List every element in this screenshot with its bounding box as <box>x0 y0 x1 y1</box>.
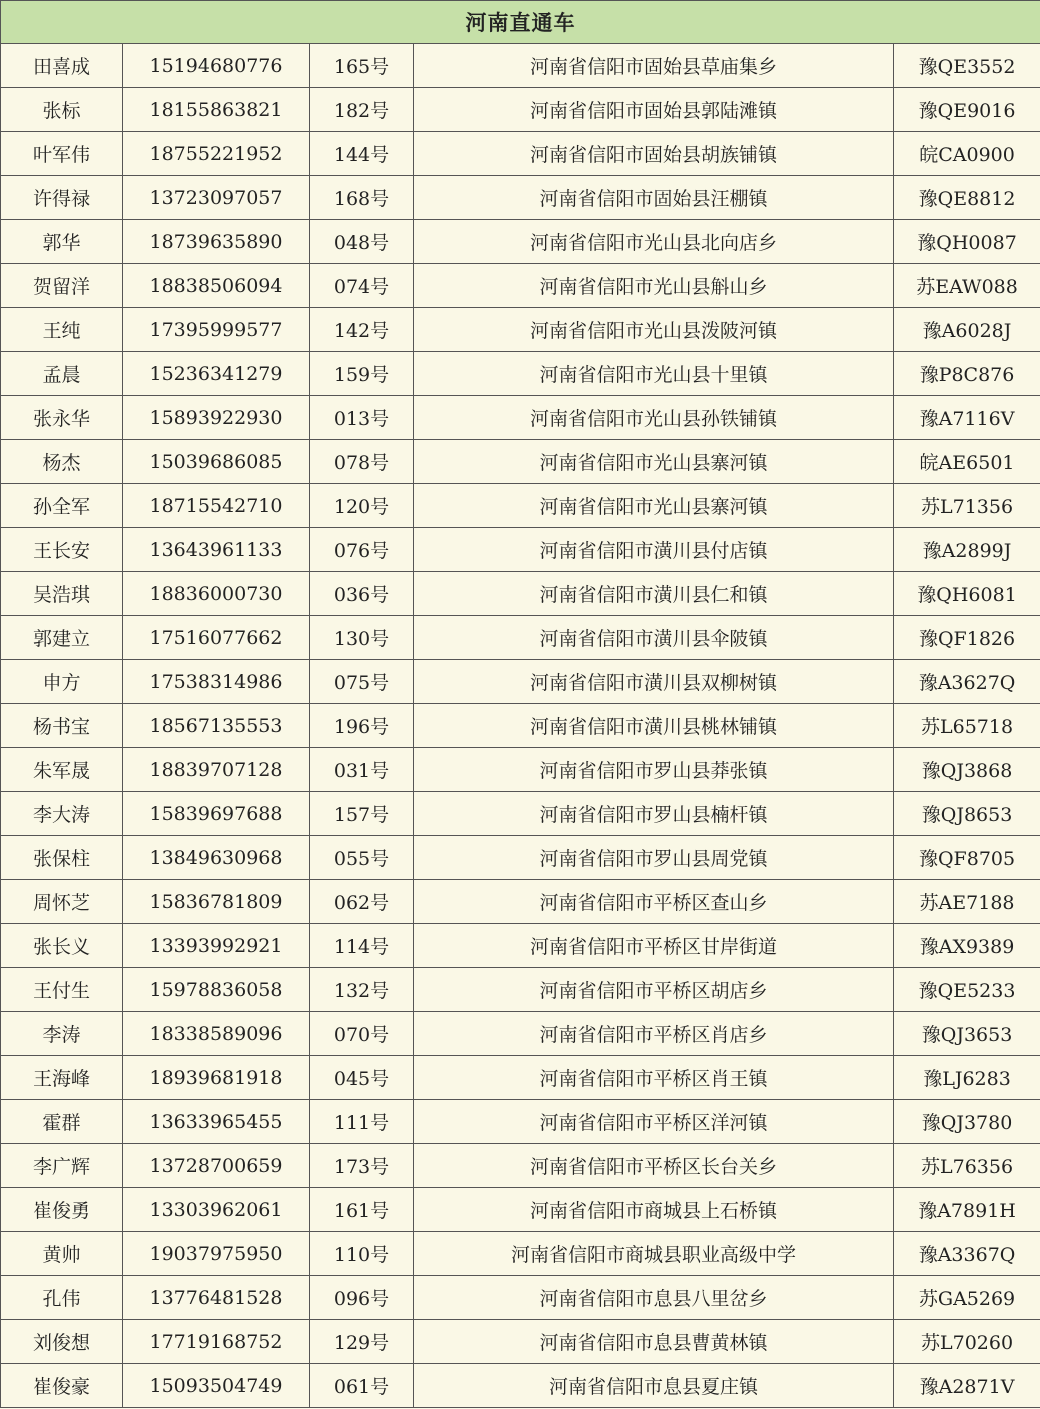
table-row <box>1 924 1040 968</box>
address-cell: 河南省信阳市光山县十里镇 <box>414 352 894 396</box>
number-cell: 045号 <box>310 1056 414 1100</box>
driver-name-cell: 李大涛 <box>1 792 123 836</box>
number-cell: 061号 <box>310 1364 414 1408</box>
phone-cell: 13303962061 <box>123 1188 310 1232</box>
phone-cell: 13643961133 <box>123 528 310 572</box>
number-cell: 165号 <box>310 44 414 88</box>
driver-name-cell: 黄帅 <box>1 1232 123 1276</box>
phone-cell: 18338589096 <box>123 1012 310 1056</box>
driver-name-cell: 孟晨 <box>1 352 123 396</box>
table-row <box>1 792 1040 836</box>
driver-name-cell: 张长义 <box>1 924 123 968</box>
number-cell: 168号 <box>310 176 414 220</box>
table-row <box>1 660 1040 704</box>
number-cell: 132号 <box>310 968 414 1012</box>
table-row <box>1 440 1040 484</box>
number-cell: 129号 <box>310 1320 414 1364</box>
table-title: 河南直通车 <box>1 1 1040 44</box>
table-row <box>1 1320 1040 1364</box>
address-cell: 河南省信阳市罗山县楠杆镇 <box>414 792 894 836</box>
phone-cell: 13776481528 <box>123 1276 310 1320</box>
table-row <box>1 308 1040 352</box>
driver-name-cell: 王纯 <box>1 308 123 352</box>
phone-cell: 13723097057 <box>123 176 310 220</box>
table-row <box>1 616 1040 660</box>
table-row <box>1 264 1040 308</box>
phone-cell: 13849630968 <box>123 836 310 880</box>
phone-cell: 15039686085 <box>123 440 310 484</box>
table-row <box>1 704 1040 748</box>
phone-cell: 17538314986 <box>123 660 310 704</box>
plate-cell: 豫QJ3868 <box>894 748 1040 792</box>
driver-name-cell: 崔俊豪 <box>1 1364 123 1408</box>
number-cell: 142号 <box>310 308 414 352</box>
number-cell: 062号 <box>310 880 414 924</box>
plate-cell: 豫A7116V <box>894 396 1040 440</box>
address-cell: 河南省信阳市潢川县仁和镇 <box>414 572 894 616</box>
phone-cell: 15236341279 <box>123 352 310 396</box>
number-cell: 182号 <box>310 88 414 132</box>
driver-name-cell: 李广辉 <box>1 1144 123 1188</box>
address-cell: 河南省信阳市平桥区洋河镇 <box>414 1100 894 1144</box>
table-row <box>1 484 1040 528</box>
plate-cell: 豫QH0087 <box>894 220 1040 264</box>
driver-name-cell: 崔俊勇 <box>1 1188 123 1232</box>
phone-cell: 18567135553 <box>123 704 310 748</box>
plate-cell: 豫QF8705 <box>894 836 1040 880</box>
address-cell: 河南省信阳市光山县寨河镇 <box>414 440 894 484</box>
plate-cell: 豫QH6081 <box>894 572 1040 616</box>
phone-cell: 18838506094 <box>123 264 310 308</box>
plate-cell: 豫A3367Q <box>894 1232 1040 1276</box>
table-row <box>1 572 1040 616</box>
phone-cell: 19037975950 <box>123 1232 310 1276</box>
number-cell: 031号 <box>310 748 414 792</box>
address-cell: 河南省信阳市罗山县周党镇 <box>414 836 894 880</box>
address-cell: 河南省信阳市息县夏庄镇 <box>414 1364 894 1408</box>
table-row <box>1 1100 1040 1144</box>
phone-cell: 18155863821 <box>123 88 310 132</box>
number-cell: 013号 <box>310 396 414 440</box>
plate-cell: 苏L71356 <box>894 484 1040 528</box>
phone-cell: 18839707128 <box>123 748 310 792</box>
plate-cell: 豫QE8812 <box>894 176 1040 220</box>
driver-name-cell: 刘俊想 <box>1 1320 123 1364</box>
table-row <box>1 220 1040 264</box>
number-cell: 157号 <box>310 792 414 836</box>
address-cell: 河南省信阳市潢川县双柳树镇 <box>414 660 894 704</box>
table-row <box>1 836 1040 880</box>
plate-cell: 豫QJ8653 <box>894 792 1040 836</box>
table-row <box>1 176 1040 220</box>
table-row <box>1 44 1040 88</box>
plate-cell: 苏GA5269 <box>894 1276 1040 1320</box>
plate-cell: 豫LJ6283 <box>894 1056 1040 1100</box>
address-cell: 河南省信阳市光山县泼陂河镇 <box>414 308 894 352</box>
driver-name-cell: 张永华 <box>1 396 123 440</box>
address-cell: 河南省信阳市固始县汪棚镇 <box>414 176 894 220</box>
address-cell: 河南省信阳市息县曹黄林镇 <box>414 1320 894 1364</box>
plate-cell: 苏L70260 <box>894 1320 1040 1364</box>
table-row <box>1 1188 1040 1232</box>
number-cell: 055号 <box>310 836 414 880</box>
plate-cell: 豫A3627Q <box>894 660 1040 704</box>
plate-cell: 豫AX9389 <box>894 924 1040 968</box>
address-cell: 河南省信阳市潢川县付店镇 <box>414 528 894 572</box>
driver-name-cell: 周怀芝 <box>1 880 123 924</box>
address-cell: 河南省信阳市光山县孙铁铺镇 <box>414 396 894 440</box>
table-row <box>1 1232 1040 1276</box>
driver-name-cell: 申方 <box>1 660 123 704</box>
phone-cell: 15093504749 <box>123 1364 310 1408</box>
phone-cell: 17395999577 <box>123 308 310 352</box>
phone-cell: 18755221952 <box>123 132 310 176</box>
table-row <box>1 132 1040 176</box>
table-row <box>1 88 1040 132</box>
number-cell: 173号 <box>310 1144 414 1188</box>
number-cell: 070号 <box>310 1012 414 1056</box>
phone-cell: 18739635890 <box>123 220 310 264</box>
number-cell: 110号 <box>310 1232 414 1276</box>
number-cell: 036号 <box>310 572 414 616</box>
address-cell: 河南省信阳市潢川县桃林铺镇 <box>414 704 894 748</box>
phone-cell: 15893922930 <box>123 396 310 440</box>
driver-name-cell: 杨杰 <box>1 440 123 484</box>
plate-cell: 豫QJ3653 <box>894 1012 1040 1056</box>
plate-cell: 苏AE7188 <box>894 880 1040 924</box>
table-row <box>1 880 1040 924</box>
address-cell: 河南省信阳市平桥区肖王镇 <box>414 1056 894 1100</box>
number-cell: 130号 <box>310 616 414 660</box>
table-row <box>1 1364 1040 1408</box>
driver-name-cell: 王付生 <box>1 968 123 1012</box>
table-row <box>1 968 1040 1012</box>
plate-cell: 豫A7891H <box>894 1188 1040 1232</box>
number-cell: 096号 <box>310 1276 414 1320</box>
driver-name-cell: 张保柱 <box>1 836 123 880</box>
number-cell: 120号 <box>310 484 414 528</box>
driver-name-cell: 孙全军 <box>1 484 123 528</box>
driver-name-cell: 许得禄 <box>1 176 123 220</box>
address-cell: 河南省信阳市罗山县莽张镇 <box>414 748 894 792</box>
driver-name-cell: 孔伟 <box>1 1276 123 1320</box>
driver-name-cell: 田喜成 <box>1 44 123 88</box>
address-cell: 河南省信阳市光山县斛山乡 <box>414 264 894 308</box>
driver-name-cell: 李涛 <box>1 1012 123 1056</box>
driver-name-cell: 杨书宝 <box>1 704 123 748</box>
table-row <box>1 1012 1040 1056</box>
driver-name-cell: 叶军伟 <box>1 132 123 176</box>
driver-name-cell: 王海峰 <box>1 1056 123 1100</box>
driver-name-cell: 王长安 <box>1 528 123 572</box>
phone-cell: 17516077662 <box>123 616 310 660</box>
phone-cell: 13633965455 <box>123 1100 310 1144</box>
phone-cell: 15978836058 <box>123 968 310 1012</box>
number-cell: 114号 <box>310 924 414 968</box>
plate-cell: 苏L65718 <box>894 704 1040 748</box>
address-cell: 河南省信阳市固始县郭陆滩镇 <box>414 88 894 132</box>
plate-cell: 豫QE5233 <box>894 968 1040 1012</box>
number-cell: 159号 <box>310 352 414 396</box>
address-cell: 河南省信阳市光山县寨河镇 <box>414 484 894 528</box>
phone-cell: 13728700659 <box>123 1144 310 1188</box>
address-cell: 河南省信阳市息县八里岔乡 <box>414 1276 894 1320</box>
plate-cell: 豫QE9016 <box>894 88 1040 132</box>
address-cell: 河南省信阳市平桥区查山乡 <box>414 880 894 924</box>
address-cell: 河南省信阳市平桥区甘岸街道 <box>414 924 894 968</box>
plate-cell: 豫A2899J <box>894 528 1040 572</box>
plate-cell: 皖AE6501 <box>894 440 1040 484</box>
table-row <box>1 748 1040 792</box>
plate-cell: 豫QE3552 <box>894 44 1040 88</box>
table-row <box>1 1144 1040 1188</box>
driver-name-cell: 朱军晟 <box>1 748 123 792</box>
number-cell: 074号 <box>310 264 414 308</box>
address-cell: 河南省信阳市商城县上石桥镇 <box>414 1188 894 1232</box>
number-cell: 161号 <box>310 1188 414 1232</box>
number-cell: 048号 <box>310 220 414 264</box>
table-row <box>1 1056 1040 1100</box>
phone-cell: 18836000730 <box>123 572 310 616</box>
plate-cell: 豫A2871V <box>894 1364 1040 1408</box>
driver-name-cell: 张标 <box>1 88 123 132</box>
number-cell: 111号 <box>310 1100 414 1144</box>
number-cell: 075号 <box>310 660 414 704</box>
address-cell: 河南省信阳市平桥区胡店乡 <box>414 968 894 1012</box>
driver-name-cell: 郭建立 <box>1 616 123 660</box>
phone-cell: 15839697688 <box>123 792 310 836</box>
plate-cell: 苏EAW088 <box>894 264 1040 308</box>
address-cell: 河南省信阳市平桥区长台关乡 <box>414 1144 894 1188</box>
driver-name-cell: 吴浩琪 <box>1 572 123 616</box>
address-cell: 河南省信阳市平桥区肖店乡 <box>414 1012 894 1056</box>
number-cell: 196号 <box>310 704 414 748</box>
driver-name-cell: 郭华 <box>1 220 123 264</box>
phone-cell: 13393992921 <box>123 924 310 968</box>
phone-cell: 18939681918 <box>123 1056 310 1100</box>
table-row <box>1 1276 1040 1320</box>
plate-cell: 豫P8C876 <box>894 352 1040 396</box>
plate-cell: 豫QJ3780 <box>894 1100 1040 1144</box>
address-cell: 河南省信阳市光山县北向店乡 <box>414 220 894 264</box>
table-row <box>1 352 1040 396</box>
driver-name-cell: 贺留洋 <box>1 264 123 308</box>
address-cell: 河南省信阳市固始县草庙集乡 <box>414 44 894 88</box>
phone-cell: 17719168752 <box>123 1320 310 1364</box>
phone-cell: 15194680776 <box>123 44 310 88</box>
address-cell: 河南省信阳市潢川县伞陂镇 <box>414 616 894 660</box>
address-cell: 河南省信阳市商城县职业高级中学 <box>414 1232 894 1276</box>
plate-cell: 苏L76356 <box>894 1144 1040 1188</box>
number-cell: 076号 <box>310 528 414 572</box>
table-row <box>1 396 1040 440</box>
plate-cell: 皖CA0900 <box>894 132 1040 176</box>
table-body <box>1 44 1040 1408</box>
plate-cell: 豫A6028J <box>894 308 1040 352</box>
address-cell: 河南省信阳市固始县胡族铺镇 <box>414 132 894 176</box>
table-row <box>1 528 1040 572</box>
driver-name-cell: 霍群 <box>1 1100 123 1144</box>
title-row <box>1 1 1040 44</box>
phone-cell: 15836781809 <box>123 880 310 924</box>
number-cell: 078号 <box>310 440 414 484</box>
plate-cell: 豫QF1826 <box>894 616 1040 660</box>
phone-cell: 18715542710 <box>123 484 310 528</box>
number-cell: 144号 <box>310 132 414 176</box>
